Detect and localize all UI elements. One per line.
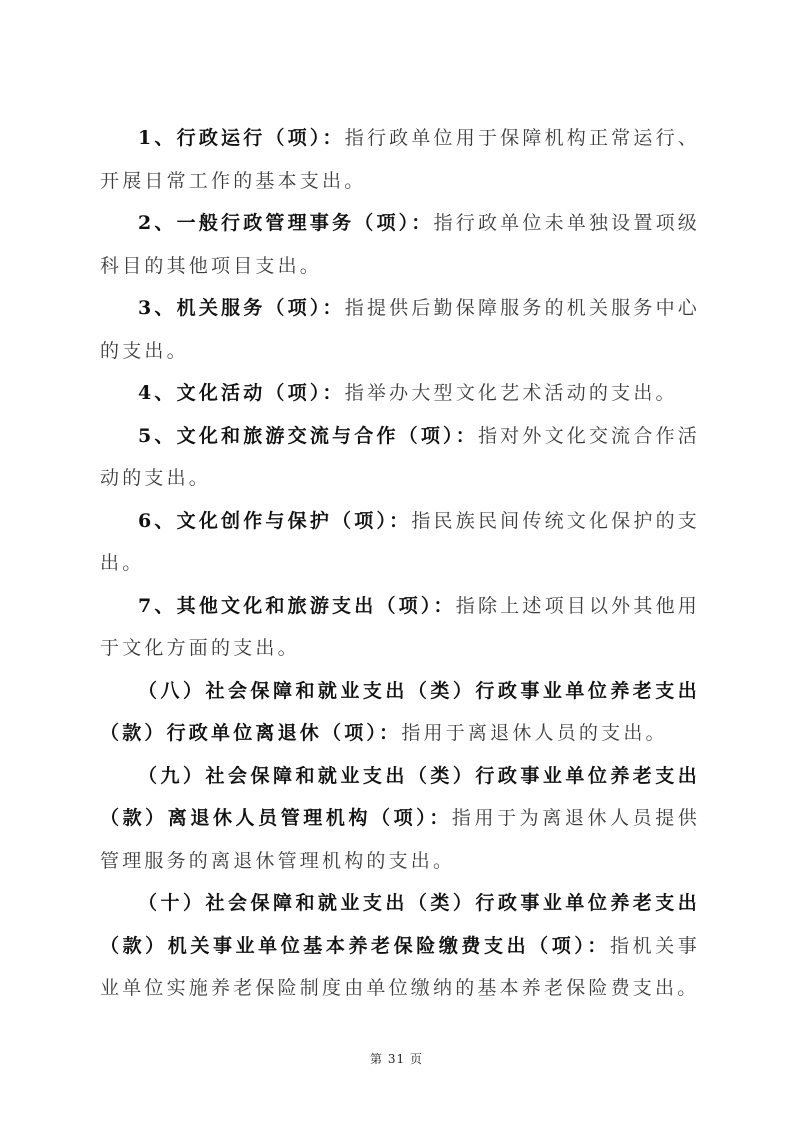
section-term: （十）社会保障和就业支出（类）行政事业单位养老支出（款）机关事业单位基本养老保险缴费支出（项）：	[100, 892, 700, 957]
item-description: 指行政单位用于保障机构正常运行、开展日常工作的基本支出。	[100, 127, 700, 192]
item-description: 指对外文化交流合作活动的支出。	[100, 424, 700, 489]
section-term: （八）社会保障和就业支出（类）行政事业单位养老支出（款）行政单位离退休（项）：	[100, 679, 700, 744]
item-term: 5、文化和旅游交流与合作（项）：	[138, 424, 478, 447]
paragraph-section-8	[100, 670, 700, 755]
item-term: 1、行政运行（项）：	[138, 127, 345, 149]
paragraph-item-4	[100, 372, 700, 415]
item-term: 7、其他文化和旅游支出（项）：	[138, 594, 456, 617]
section-description: 指用于为离退休人员提供管理服务的离退休管理机构的支出。	[100, 807, 701, 872]
section-description: 指机关事业单位实施养老保险制度由单位缴纳的基本养老保险费支出。	[100, 934, 700, 999]
item-description: 指提供后勤保障服务的机关服务中心的支出。	[100, 297, 700, 362]
paragraph-item-7	[100, 585, 700, 670]
paragraph-item-6	[100, 500, 700, 585]
item-description: 指民族民间传统文化保护的支出。	[100, 509, 700, 574]
paragraph-item-3	[100, 287, 700, 372]
item-description: 指举办大型文化艺术活动的支出。	[344, 382, 678, 404]
item-term: 6、文化创作与保护（项）：	[138, 509, 412, 532]
paragraph-item-5	[100, 415, 700, 500]
item-term: 2、一般行政管理事务（项）：	[138, 212, 434, 234]
paragraph-section-9	[100, 755, 700, 883]
item-description: 指除上述项目以外其他用于文化方面的支出。	[100, 594, 700, 659]
paragraph-item-1	[100, 117, 700, 202]
section-description: 指用于离退休人员的支出。	[401, 722, 668, 744]
item-description: 指行政单位未单独设置项级科目的其他项目支出。	[100, 212, 700, 277]
paragraph-section-10	[100, 882, 700, 1010]
section-term: （九）社会保障和就业支出（类）行政事业单位养老支出（款）离退休人员管理机构（项）：	[100, 764, 700, 829]
item-term: 3、机关服务（项）：	[138, 297, 345, 319]
page-number: 第 31 页	[370, 1052, 423, 1066]
body-text	[100, 117, 700, 1010]
item-term: 4、文化活动（项）：	[138, 382, 345, 404]
paragraph-item-2	[100, 202, 700, 287]
